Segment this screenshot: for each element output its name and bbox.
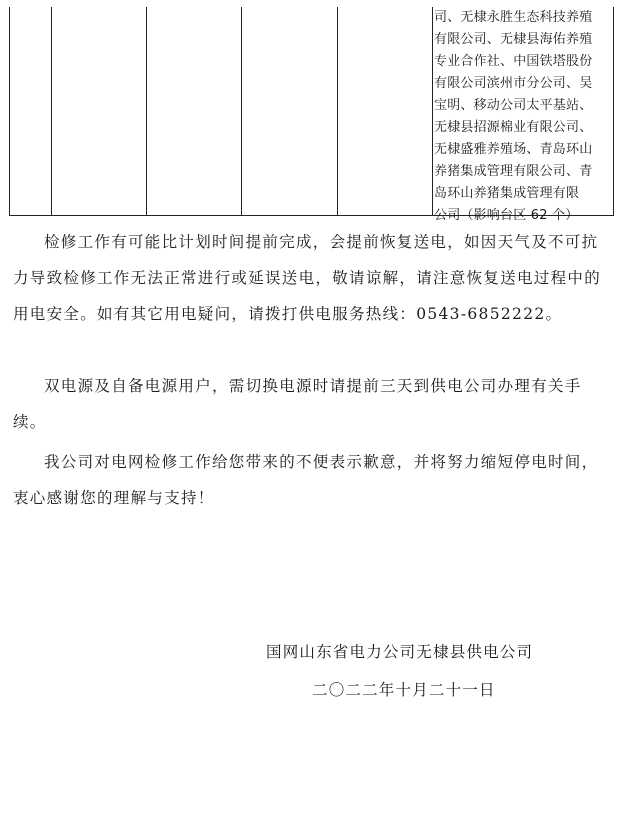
table-column-divider bbox=[241, 7, 242, 215]
signature-company: 国网山东省电力公司无棣县供电公司 bbox=[266, 643, 534, 661]
notice-paragraph-early-completion: 检修工作有可能比计划时间提前完成，会提前恢复送电，如因天气及不可抗力导致检修工作无法正常进行或延误送电，敬请谅解，请注意恢复送电过程中的用电安全。如有其它用电疑问，请拨打供电服务热线：0543-6852222。 bbox=[13, 233, 602, 323]
notice-paragraph-dual-power: 双电源及自备电源用户，需切换电源时请提前三天到供电公司办理有关手续。 bbox=[13, 377, 582, 431]
table-column-divider bbox=[432, 7, 433, 215]
notice-paragraph-apology: 我公司对电网检修工作给您带来的不便表示歉意，并将努力缩短停电时间，衷心感谢您的理解与支持！ bbox=[13, 453, 599, 507]
affected-users-cell: 司、无棣永胜生态科技养殖 有限公司、无棣县海佑养殖 专业合作社、中国铁塔股份 有限公司滨州市分公司、吴 宝明、移动公司太平基站、 无棣县招源棉业有限公司、 无棣盛雅养殖场、青岛环山 养猪集成管理有限公司、青 岛环山养猪集成管理有限 公司（影响台区 62 个） bbox=[434, 10, 593, 223]
table-column-divider bbox=[51, 7, 52, 215]
table-column-divider bbox=[146, 7, 147, 215]
outage-table-fragment bbox=[9, 7, 614, 223]
signature-date: 二〇二二年十月二十一日 bbox=[312, 681, 496, 699]
table-column-divider bbox=[337, 7, 338, 215]
